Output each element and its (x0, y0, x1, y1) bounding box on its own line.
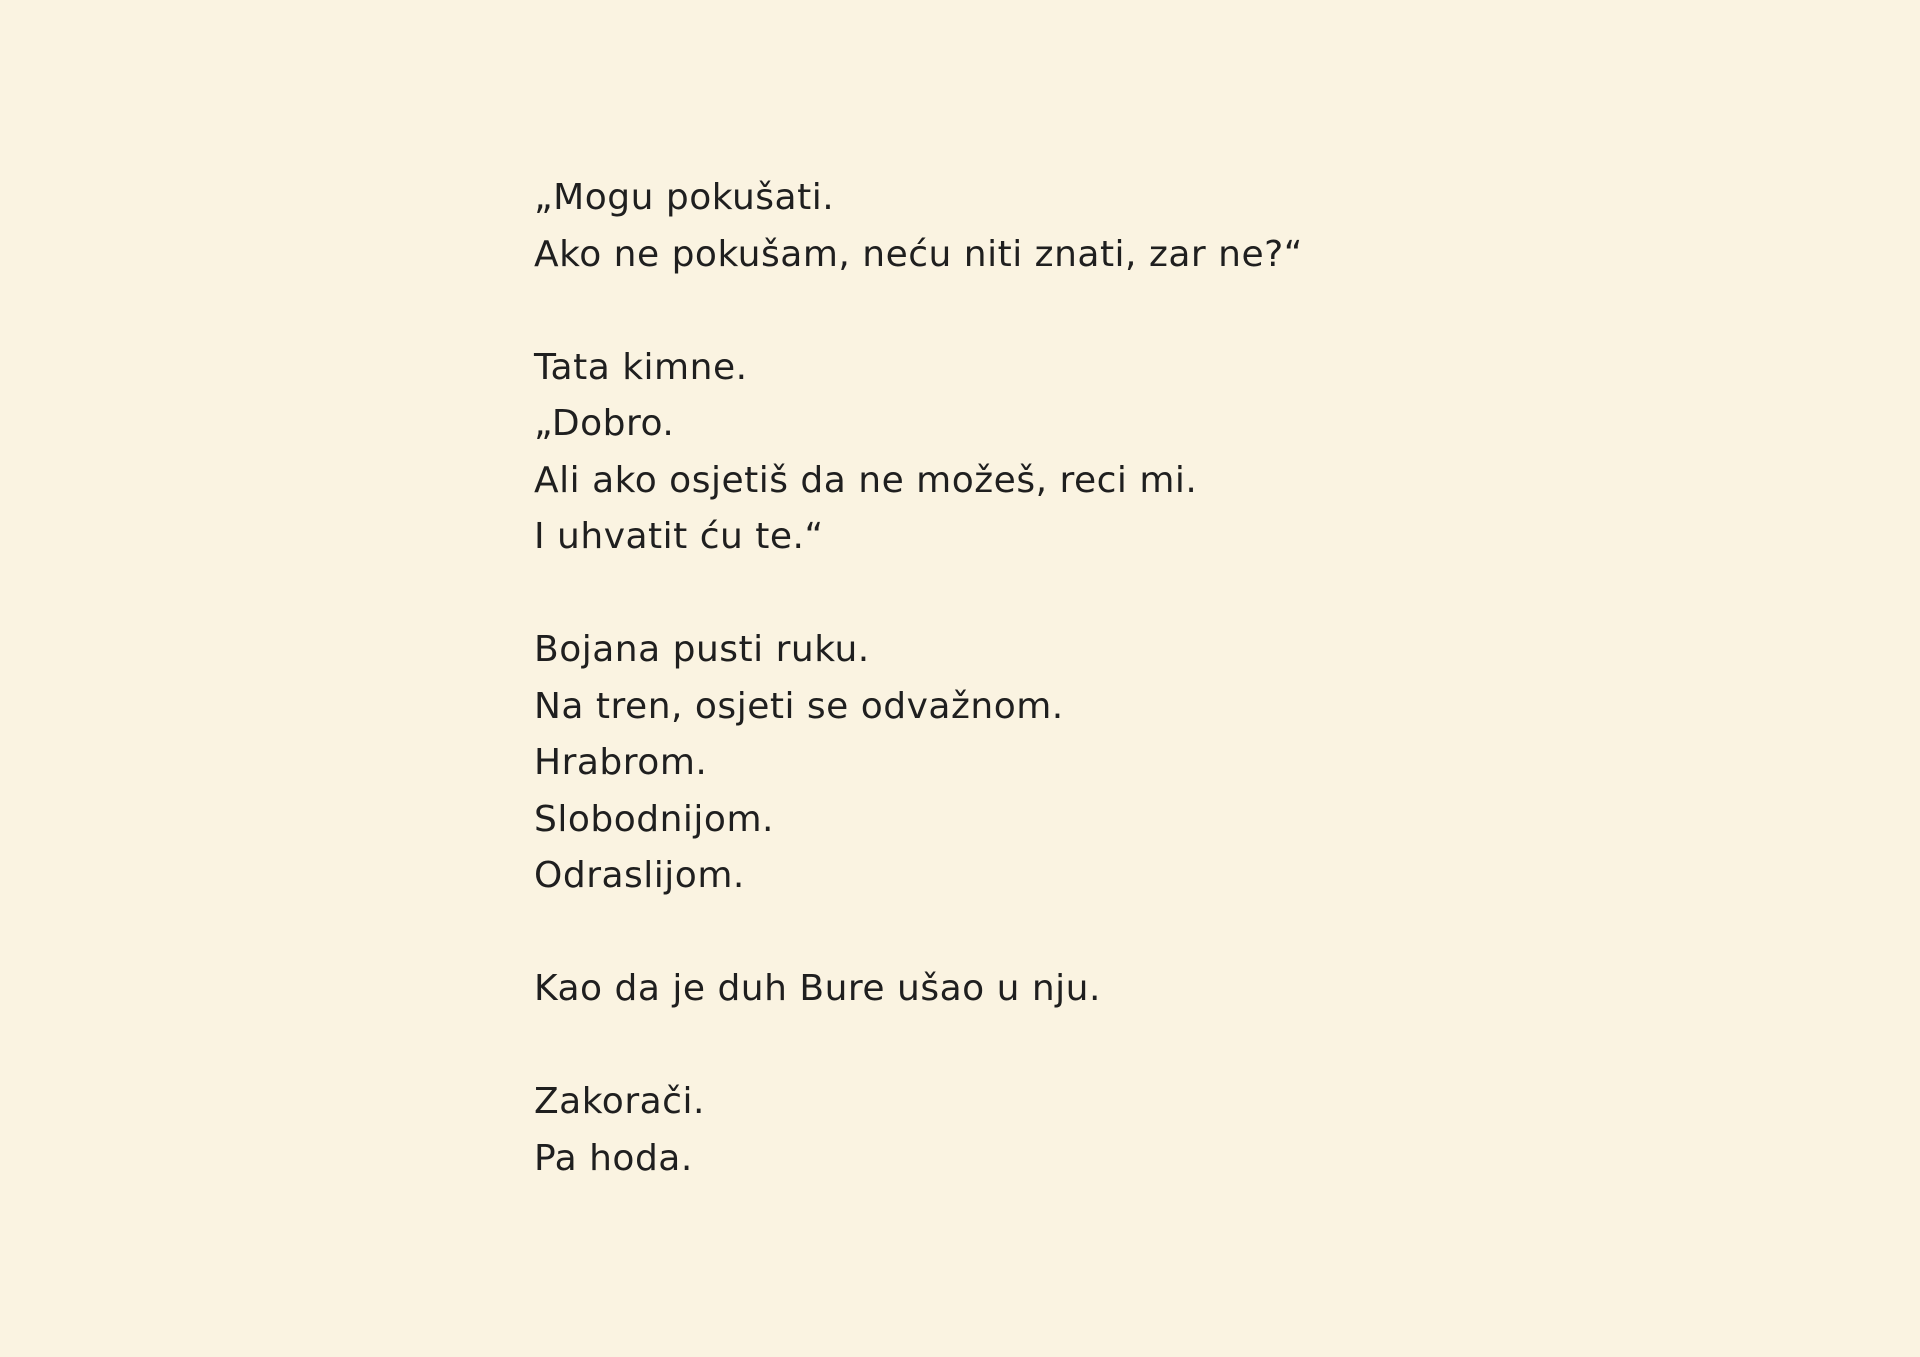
stanza-3 (534, 622, 1734, 905)
stanza-2 (534, 340, 1734, 566)
text-line: Hrabrom. (534, 742, 708, 783)
text-line: Ako ne pokušam, neću niti znati, zar ne?“ (534, 233, 1303, 275)
text-line: Odraslijom. (534, 855, 745, 896)
stanza-1 (534, 170, 1734, 283)
stanza-5 (534, 1074, 1734, 1187)
text-line: Kao da je duh Bure ušao u nju. (534, 968, 1101, 1009)
text-line: I uhvatit ću te.“ (534, 516, 824, 557)
text-line: Na tren, osjeti se odvažnom. (534, 685, 1064, 727)
story-text (534, 170, 1734, 1187)
text-line: Ali ako osjetiš da ne možeš, reci mi. (534, 459, 1198, 501)
text-line: Bojana pusti ruku. (534, 629, 870, 670)
text-line: Pa hoda. (534, 1137, 693, 1179)
text-line: „Mogu pokušati. (534, 177, 835, 218)
text-line: Slobodnijom. (534, 798, 774, 840)
text-line: Zakorači. (534, 1081, 705, 1122)
text-line: „Dobro. (534, 403, 675, 444)
text-line: Tata kimne. (534, 346, 748, 388)
stanza-4 (534, 961, 1734, 1018)
